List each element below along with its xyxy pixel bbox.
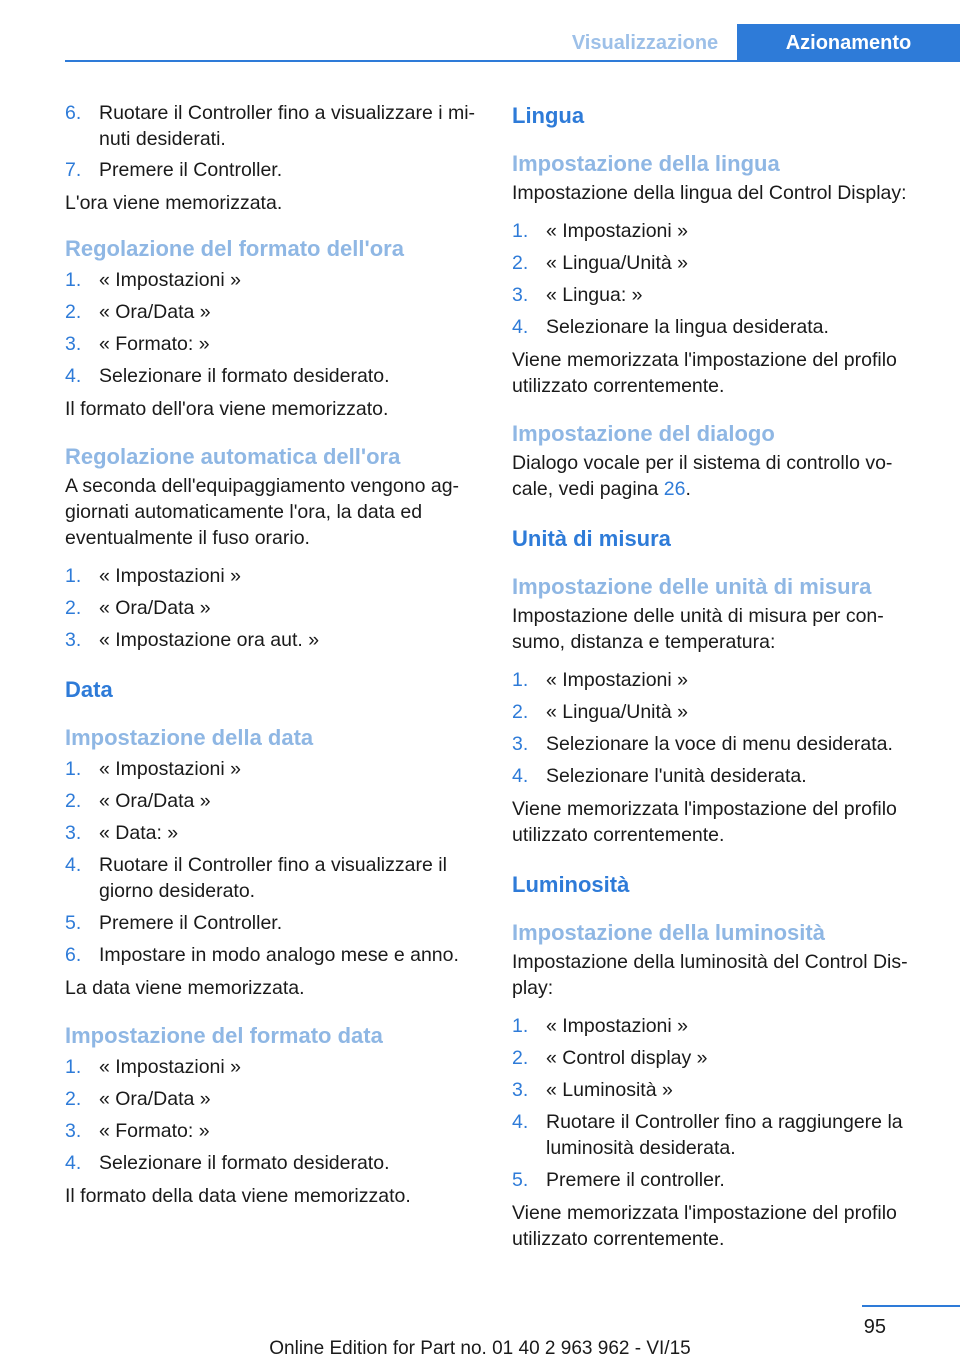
heading-impostazione-unita: Impostazione delle unità di misura (512, 574, 872, 599)
list-item: 3. « Impostazione ora aut. » (65, 629, 320, 651)
paragraph: Viene memorizzata l'impostazione del profilo utilizzato correntemente. (512, 349, 897, 397)
list-item: 3. « Luminosità » (512, 1079, 673, 1101)
paragraph: A seconda dell'equipaggiamento vengono ag‐giornati automaticamente l'ora, la data ed eventualmente il fuso orario. (65, 475, 460, 549)
header-rule (65, 60, 960, 62)
list-automatica (65, 563, 480, 653)
list-item: 4. Selezionare il formato desiderato. (65, 365, 390, 387)
list-item: 2. « Lingua/Unità » (512, 252, 689, 274)
list-unita (512, 667, 922, 789)
tab-azionamento[interactable]: Azionamento (737, 24, 960, 62)
heading-formato-ora: Regolazione del formato dell'ora (65, 236, 404, 261)
heading-data: Data (65, 677, 113, 702)
tab-visualizzazione[interactable]: Visualizzazione (571, 32, 719, 54)
paragraph: Il formato dell'ora viene memorizzato. (65, 398, 389, 420)
list-item: 1. « Impostazioni » (512, 220, 688, 242)
list-item: 2. « Lingua/Unità » (512, 701, 689, 723)
list-item: 1. « Impostazioni » (512, 1015, 688, 1037)
paragraph: Impostazione delle unità di misura per con‐sumo, distanza e temperatura: (512, 605, 884, 653)
list-luminosita (512, 1013, 922, 1193)
paragraph: L'ora viene memorizzata. (65, 192, 283, 214)
paragraph: Impostazione della luminosità del Control Dis‐play: (512, 951, 908, 999)
right-column (512, 100, 922, 1252)
list-item: 3. Selezionare la voce di menu desiderata. (512, 733, 893, 755)
left-column (65, 100, 480, 1209)
paragraph: Il formato della data viene memorizzato. (65, 1185, 411, 1207)
list-item: 2. « Ora/Data » (65, 597, 211, 619)
list-item: 6. Ruotare il Controller fino a visualizzare i mi‐nuti desiderati. (65, 102, 476, 150)
footer-rule (862, 1305, 960, 1307)
heading-regolazione-automatica: Regolazione automatica dell'ora (65, 444, 401, 469)
list-item: 1. « Impostazioni » (65, 1056, 241, 1078)
list-data (65, 756, 480, 968)
paragraph: Viene memorizzata l'impostazione del profilo utilizzato correntemente. (512, 798, 897, 846)
heading-impostazione-lingua: Impostazione della lingua (512, 151, 780, 176)
edition-footer: Online Edition for Part no. 01 40 2 963 962 - VI/15 (269, 1338, 691, 1359)
page-link[interactable]: 26 (663, 478, 686, 500)
list-item: 3. « Lingua: » (512, 284, 643, 306)
list-item: 3. « Data: » (65, 822, 179, 844)
list-item: 4. Ruotare il Controller fino a raggiungere la luminosità desiderata. (512, 1111, 903, 1159)
page-number: 95 (863, 1316, 886, 1338)
list-formato-ora (65, 267, 480, 389)
list-item: 4. Selezionare l'unità desiderata. (512, 765, 807, 787)
list-item: 1. « Impostazioni » (65, 758, 241, 780)
list-item: 1. « Impostazioni » (65, 269, 241, 291)
list-item: 6. Impostare in modo analogo mese e anno. (65, 944, 459, 966)
list-item: 3. « Formato: » (65, 1120, 210, 1142)
list-lingua (512, 218, 922, 340)
list-item: 3. « Formato: » (65, 333, 210, 355)
heading-lingua: Lingua (512, 103, 585, 128)
heading-impostazione-data: Impostazione della data (65, 725, 314, 750)
list-item: 4. Selezionare il formato desiderato. (65, 1152, 390, 1174)
list-item: 1. « Impostazioni » (512, 669, 688, 691)
list-item: 1. « Impostazioni » (65, 565, 241, 587)
list-item: 2. « Ora/Data » (65, 790, 211, 812)
paragraph: Impostazione della lingua del Control Display: (512, 182, 907, 204)
list-item: 2. « Ora/Data » (65, 1088, 211, 1110)
list-item: 7. Premere il Controller. (65, 159, 283, 181)
list-item: 2. « Control display » (512, 1047, 708, 1069)
paragraph: Viene memorizzata l'impostazione del profilo utilizzato correntemente. (512, 1202, 897, 1250)
heading-impostazione-luminosita: Impostazione della luminosità (512, 920, 825, 945)
list-item: 5. Premere il controller. (512, 1169, 725, 1191)
paragraph: Dialogo vocale per il sistema di controllo vo‐cale, vedi pagina 26. (512, 452, 893, 500)
list-steps-time (65, 100, 480, 183)
list-item: 4. Selezionare la lingua desiderata. (512, 316, 829, 338)
heading-luminosita: Luminosità (512, 872, 630, 897)
list-item: 4. Ruotare il Controller fino a visualizzare il giorno desiderato. (65, 854, 447, 902)
list-formato-data (65, 1054, 480, 1176)
list-item: 2. « Ora/Data » (65, 301, 211, 323)
heading-formato-data: Impostazione del formato data (65, 1023, 383, 1048)
heading-unita-misura: Unità di misura (512, 526, 671, 551)
paragraph: La data viene memorizzata. (65, 977, 305, 999)
list-item: 5. Premere il Controller. (65, 912, 283, 934)
heading-impostazione-dialogo: Impostazione del dialogo (512, 421, 775, 446)
